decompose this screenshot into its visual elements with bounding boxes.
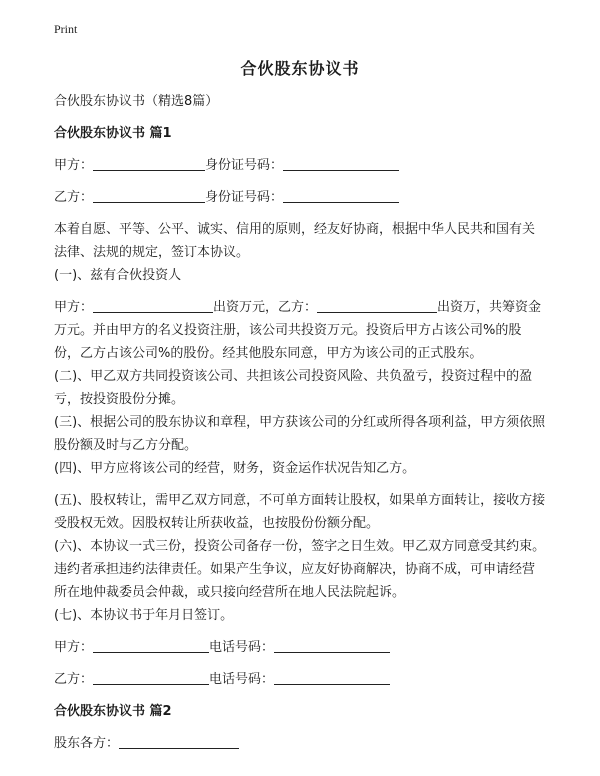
clause-1-party-a-label: 甲方： (54, 300, 94, 315)
party-b-signature-blank[interactable] (93, 670, 209, 685)
shareholders-label: 股东各方： (54, 736, 120, 751)
print-link[interactable]: Print (54, 22, 78, 36)
clause-1-contribution-line (54, 296, 546, 319)
party-a-id-blank[interactable] (283, 156, 399, 171)
clause-1-party-b-blank[interactable] (317, 298, 437, 313)
phone-label: 电话号码： (209, 640, 275, 655)
party-b-id-blank[interactable] (283, 188, 399, 203)
id-number-label: 身份证号码： (205, 190, 284, 205)
clause-1-contribution-text: 出资万元，乙方： (213, 300, 318, 315)
document-title: 合伙股东协议书 (240, 59, 360, 78)
id-number-label: 身份证号码： (205, 158, 284, 173)
party-b-id-line (54, 186, 546, 209)
party-a-label: 甲方： (54, 640, 94, 655)
party-b-name-blank[interactable] (93, 188, 205, 203)
clause-6: (六)、本协议一式三份，投资公司备存一份，签字之日生效。甲乙双方同意受其约束。违约者承担违约法律责任。如果产生争议，应友好协商解决，协商不成，可申请经营所在地仲裁委员会仲裁，或只接向经营所在地人民法院起诉。 (54, 539, 546, 600)
party-a-signature-blank[interactable] (93, 638, 209, 653)
clause-3: (三)、根据公司的股东协议和章程，甲方获该公司的分红或所得各项利益，甲方须依照股份额及时与乙方分配。 (54, 415, 546, 453)
party-b-label: 乙方： (54, 672, 94, 687)
party-b-phone-blank[interactable] (274, 670, 390, 685)
clause-2: (二)、甲乙双方共同投资该公司、共担该公司投资风险、共负盈亏，投资过程中的盈亏，按投资股份分摊。 (54, 369, 533, 407)
party-a-phone-line (54, 636, 546, 659)
shareholders-blank[interactable] (119, 734, 239, 749)
clause-5: (五)、股权转让，需甲乙双方同意，不可单方面转让股权，如果单方面转让，接收方接受股权无效。因股权转让所获收益，也按股份份额分配。 (54, 493, 546, 531)
party-a-phone-blank[interactable] (274, 638, 390, 653)
clause-1-body: 万元。并由甲方的名义投资注册，该公司共投资万元。投资后甲方占该公司%的股份，乙方占该公司%的股份。经其他股东同意，甲方为该公司的正式股东。 (54, 323, 522, 361)
document-subtitle: 合伙股东协议书（精选8篇） (54, 94, 219, 109)
section-heading-2: 合伙股东协议书 篇2 (54, 704, 172, 719)
section-heading-1: 合伙股东协议书 篇1 (54, 126, 172, 141)
party-a-label: 甲方： (54, 158, 94, 173)
clause-7: (七)、本协议书于年月日签订。 (54, 608, 234, 623)
party-b-label: 乙方： (54, 190, 94, 205)
phone-label: 电话号码： (209, 672, 275, 687)
intro-paragraph: 本着自愿、平等、公平、诚实、信用的原则，经友好协商，根据中华人民共和国有关法律、法规的规定，签订本协议。 (54, 222, 536, 260)
clause-4: (四)、甲方应将该公司的经营，财务，资金运作状况告知乙方。 (54, 461, 416, 476)
shareholders-line (54, 732, 546, 755)
clause-1-title: (一)、兹有合伙投资人 (54, 268, 182, 283)
clause-1-party-a-blank[interactable] (93, 298, 213, 313)
party-a-id-line (54, 154, 546, 177)
party-b-phone-line (54, 668, 546, 691)
clause-1-funding-text: 出资万，共筹资金 (437, 300, 542, 315)
party-a-name-blank[interactable] (93, 156, 205, 171)
